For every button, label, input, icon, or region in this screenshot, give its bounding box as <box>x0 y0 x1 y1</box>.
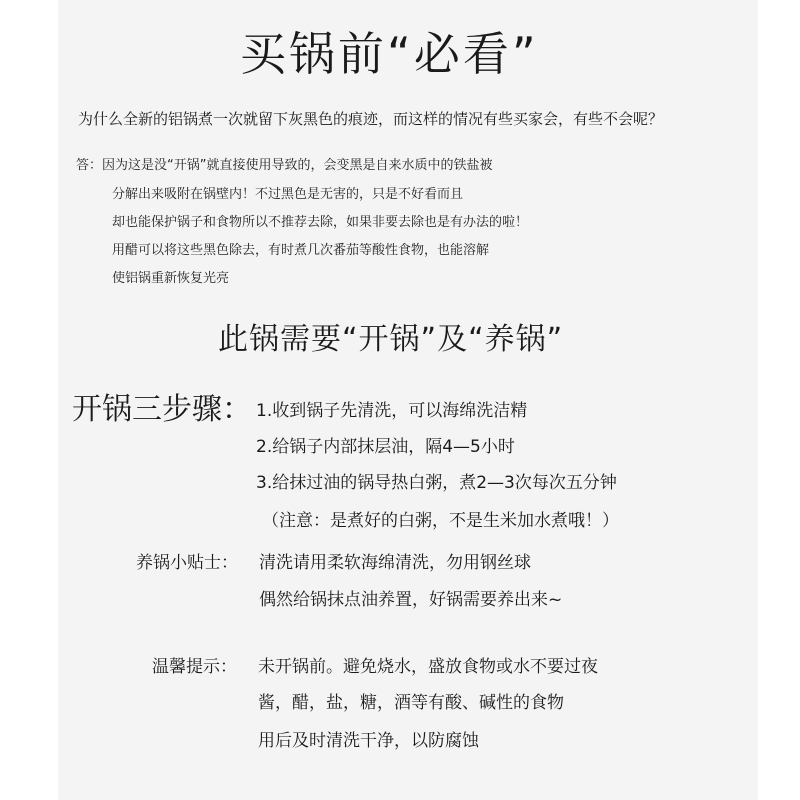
step-item: 1.收到锅子先清洗，可以海绵洗洁精 <box>256 401 528 421</box>
step-item: 3.给抹过油的锅导热白粥，煮2—3次每次五分钟 <box>256 473 617 493</box>
question-text: 为什么全新的铝锅煮一次就留下灰黑色的痕迹，而这样的情况有些买家会，有些不会呢？ <box>78 110 664 128</box>
warm-tips-label: 温馨提示： <box>152 657 237 677</box>
care-tip-line: 偶然给锅抹点油养置，好锅需要养出来~ <box>259 590 563 610</box>
section-subtitle: 此锅需要“开锅”及“养锅” <box>218 322 564 357</box>
answer-line: 答：因为这是没“开锅”就直接使用导致的，会变黑是自来水质中的铁盐被 <box>76 158 493 173</box>
answer-line: 用醋可以将这些黑色除去，有时煮几次番茄等酸性食物，也能溶解 <box>112 243 490 258</box>
warm-tip-line: 未开锅前。避免烧水，盛放食物或水不要过夜 <box>258 657 598 677</box>
answer-line: 却也能保护锅子和食物所以不推荐去除，如果非要去除也是有办法的啦！ <box>112 215 529 230</box>
step-note: （注意：是煮好的白粥，不是生米加水煮哦！） <box>262 511 619 531</box>
answer-line: 使铝锅重新恢复光亮 <box>112 271 230 286</box>
warm-tip-line: 用后及时清洗干净，以防腐蚀 <box>258 731 479 751</box>
care-tip-line: 清洗请用柔软海绵清洗，勿用钢丝球 <box>259 553 531 573</box>
answer-line: 分解出来吸附在锅壁内！不过黑色是无害的，只是不好看而且 <box>112 187 464 202</box>
step-item: 2.给锅子内部抹层油，隔4—5小时 <box>256 437 515 457</box>
care-tips-label: 养锅小贴士： <box>136 553 238 573</box>
page-title: 买锅前“必看” <box>240 27 539 81</box>
steps-label: 开锅三步骤： <box>72 392 252 427</box>
warm-tip-line: 酱，醋，盐，糖，酒等有酸、碱性的食物 <box>258 693 564 713</box>
